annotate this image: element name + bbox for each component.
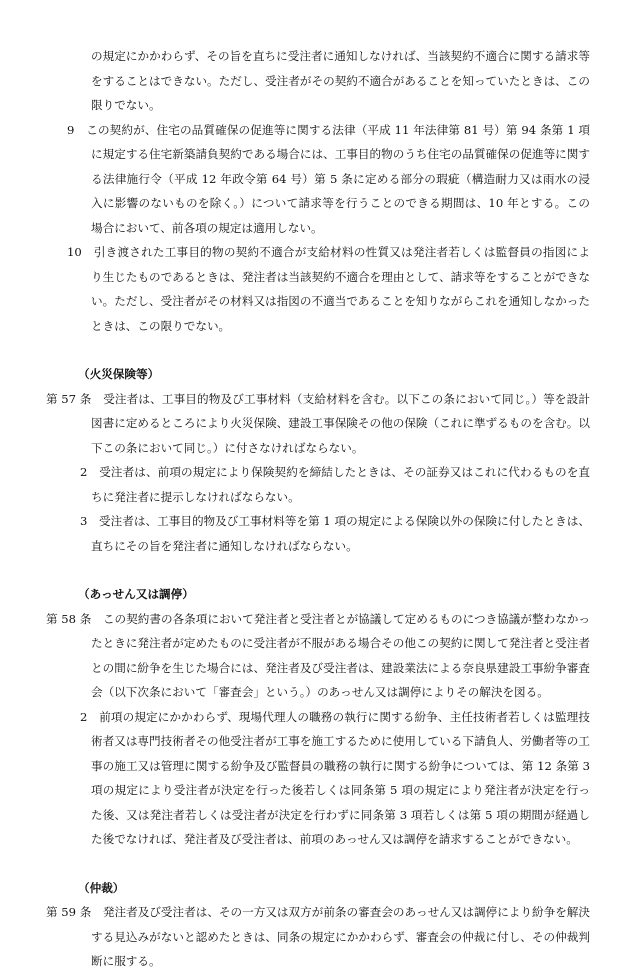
article-57-item-2-number: 2: [80, 465, 88, 479]
item-10: [67, 240, 590, 338]
article-59-number: 第 59 条: [46, 905, 92, 919]
item-9: [67, 118, 590, 241]
heading-fire-insurance: （火災保険等）: [78, 367, 160, 381]
item-10-text: 引き渡された工事目的物の契約不適合が支給材料の性質又は発注者若しくは監督員の指図により生じたものであるときは、発注者は当該契約不適合を理由として、請求等をすることができない。ただし、受注者がその材料又は指図の不適当であることを知りながらこれを通知しなかったときは、この限りでない。: [91, 245, 590, 333]
article-57-number: 第 57 条: [46, 391, 92, 406]
heading-arbitration: （仲裁）: [78, 880, 125, 895]
item-10-number: 10: [67, 245, 82, 259]
item-9-number: 9: [67, 122, 75, 137]
article-57-item-3-text: 受注者は、工事目的物及び工事材料等を第 1 項の規定による保険以外の保険に付したときは、直ちにその旨を発注者に通知しなければならない。: [91, 514, 590, 553]
article-57-item-2-text: 受注者は、前項の規定により保険契約を締結したときは、その証券又はこれに代わるものを直ちに発注者に提示しなければならない。: [91, 465, 590, 504]
heading-mediation: （あっせん又は調停）: [78, 587, 194, 601]
article-57-item-2: [80, 460, 590, 509]
item-9-text: この契約が、住宅の品質確保の促進等に関する法律（平成 11 年法律第 81 号）第 94 条第 1 項に規定する住宅新築請負契約である場合には、工事目的物のうち住宅の品質確保の促進等に関する法律施行令（平成 12 年政令第 64 号）第 5 条に定める部分の瑕疵（構造耐力又は雨水の浸入に影響のないものを除く。）について請求等を行うことのできる期間は、10 年とする。この場合において、前各項の規定は適用しない。: [86, 122, 590, 235]
article-59: [46, 900, 590, 974]
article-57: [46, 387, 590, 461]
article-58-number: 第 58 条: [46, 611, 92, 626]
article-58-text: この契約書の各条項において発注者と受注者とが協議して定めるものにつき協議が整わなかったときに発注者が定めたものに受注者が不服がある場合その他この契約に関して発注者と受注者との間に紛争を生じた場合には、発注者及び受注者は、建設業法による奈良県建設工事紛争審査会（以下次条において「審査会」という。）のあっせん又は調停によりその解決を図る。: [91, 611, 590, 699]
continuation-paragraph: の規定にかかわらず、その旨を直ちに受注者に通知しなければ、当該契約不適合に関する請求等をすることはできない。ただし、受注者がその契約不適合があることを知っていたときは、この限りでない。: [91, 49, 590, 112]
article-57-text: 受注者は、工事目的物及び工事材料（支給材料を含む。以下この条において同じ。）等を設計図書に定めるところにより火災保険、建設工事保険その他の保険（これに準ずるものを含む。以下この条において同じ。）に付さなければならない。: [91, 391, 590, 455]
article-58-item-2-number: 2: [80, 709, 88, 724]
article-58-item-2-text: 前項の規定にかかわらず、現場代理人の職務の執行に関する紛争、主任技術者若しくは監理技術者又は専門技術者その他受注者が工事を施工するために使用している下請負人、労働者等の工事の施工又は管理に関する紛争及び監督員の職務の執行に関する紛争については、第 12 条第 3 項の規定により受注者が決定を行った後若しくは同条第 5 項の規定により発注者が決定を行った後、又は発注者若しくは受注者が決定を行わずに同条第 3 項若しくは第 5 項の期間が経過した後でなければ、発注者及び受注者は、前項のあっせん又は調停を請求することができない。: [91, 709, 591, 846]
article-58: [46, 607, 590, 705]
article-58-item-2: [80, 705, 591, 852]
article-59-text: 発注者及び受注者は、その一方又は双方が前条の審査会のあっせん又は調停により紛争を解決する見込みがないと認めたときは、同条の規定にかかわらず、審査会の仲裁に付し、その仲裁判断に服する。: [91, 905, 590, 968]
article-57-item-3: [80, 509, 590, 558]
article-57-item-3-number: 3: [80, 514, 88, 528]
